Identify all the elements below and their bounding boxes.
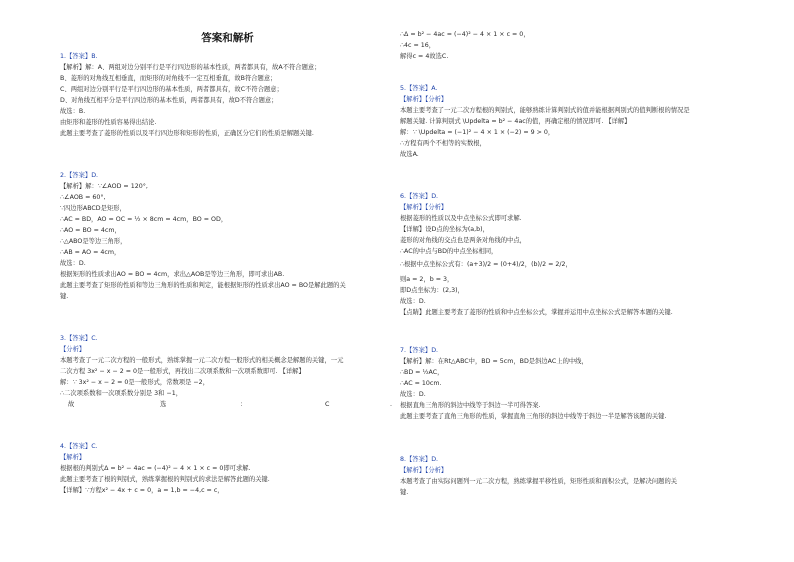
answer-heading: 4.【答案】C. — [60, 443, 98, 450]
text-line: 本题考查了一元二次方程的一般形式，熟练掌握一元二次方程一般形式的相关概念是解题的关键，一元 — [60, 357, 344, 364]
text-line: 此题主要考查了直角三角形的性质，掌握直角三角形的斜边中线等于斜边一半是解答该题的关键. — [400, 413, 667, 420]
answer-heading: 【解析】【分析】 — [400, 204, 448, 211]
text-line: ∵四边形ABCD是矩形， — [60, 205, 126, 212]
text-line: ∴AB = AO = 4cm， — [60, 249, 121, 256]
text-line: 【解析】解：在Rt△ABC中，BD = 5cm，BD是斜边AC上的中线， — [400, 358, 588, 365]
text-line: 本题主要考查了一元二次方程根的判别式，能够熟练计算判别式的值并能根据判别式的值判断根的情况是 — [400, 107, 690, 114]
answer-heading: 1.【答案】B. — [60, 53, 98, 60]
text-line: ∴Δ = b² − 4ac = (−4)² − 4 × 1 × c = 0， — [400, 31, 530, 38]
text-line: 【详解】∵方程x² − 4x + c = 0，a = 1,b = −4,c = c， — [60, 487, 224, 494]
text-line: 此题主要考查了矩形的性质和等边三角形的性质和判定，能根据矩形的性质求出AO = BO是解此题的关 — [60, 282, 346, 289]
text-line: 二次方程 3x² − x − 2 = 0是一般形式，再找出二次项系数和一次项系数即可. 【详解】 — [60, 368, 305, 375]
text-line: 故选：D. — [400, 391, 426, 398]
justified-word: . — [390, 401, 393, 408]
document-title: 答案和解析 — [201, 32, 254, 44]
text-line: 故选A. — [400, 151, 419, 158]
text-line: ∴△ABO是等边三角形， — [60, 238, 127, 245]
justified-word: C — [325, 401, 330, 408]
answer-heading: 5.【答案】A. — [400, 85, 438, 92]
text-line: 根据根的判别式Δ = b² − 4ac = (−4)² − 4 × 1 × c = 0即可求解. — [60, 465, 251, 472]
text-line: 根据矩形的性质求出AO = BO = 4cm，求出△AOB是等边三角形，即可求出AB. — [60, 271, 285, 278]
text-line: 解得c = 4故选C. — [400, 53, 449, 60]
text-line: C、两组对边分别平行是平行四边形的基本性质，两者都具有，故C不符合题意； — [60, 86, 283, 93]
text-line: 键. — [400, 489, 409, 496]
answer-heading: 【分析】 — [60, 346, 86, 353]
text-line: ∴AC = 10cm. — [400, 380, 442, 387]
text-line: 故选：D. — [400, 298, 426, 305]
text-line: ∴∠AOB = 60°, — [60, 194, 106, 201]
text-line: 【解析】解：∵∠AOD = 120°, — [60, 183, 148, 190]
justified-word: 选 — [160, 401, 167, 408]
text-line: ∴根据中点坐标公式有：(a+3)/2 = (0+4)/2，(b)/2 = 2/2， — [400, 261, 572, 268]
text-line: ∴4c = 16， — [400, 42, 436, 49]
text-line: ∴AC = BD，AO = OC = ½ × 8cm = 4cm，BO = OD， — [60, 216, 228, 223]
text-line: 【点睛】此题主要考查了菱形的性质和中点坐标公式，掌握并运用中点坐标公式是解答本题的关键. — [400, 309, 673, 316]
text-line: ∴方程有两个不相等的实数根， — [400, 140, 486, 147]
text-line: 本题考查了由实际问题列一元二次方程，熟练掌握平移性质，矩形性质和面积公式，是解决问题的关 — [400, 478, 678, 485]
text-line: 故选：B. — [60, 108, 86, 115]
text-line: 此题主要考查了根的判别式，熟练掌握根的判别式的求法是解答此题的关键. — [60, 476, 270, 483]
answer-heading: 【解析】【分析】 — [400, 96, 448, 103]
answer-heading: 2.【答案】D. — [60, 172, 99, 179]
text-line: 【详解】设D点的坐标为(a,b)， — [400, 226, 489, 233]
text-line: 菱形的对角线的交点也是两条对角线的中点， — [400, 237, 526, 244]
text-line: 根据直角三角形的斜边中线等于斜边一半可得答案. — [400, 402, 541, 409]
text-line: ∴二次项系数和一次项系数分别是 3和 −1， — [60, 390, 183, 397]
text-line: B、菱形的对角线互相垂直，而矩形的对角线不一定互相垂直，故B符合题意； — [60, 75, 277, 82]
text-line: 故选：D. — [60, 260, 86, 267]
text-line: 【解析】解：A、两组对边分别平行是平行四边形的基本性质，两者都具有，故A不符合题意； — [60, 64, 321, 71]
text-line: ∴AO = BO = 4cm， — [60, 227, 121, 234]
justified-word: ： — [240, 401, 247, 408]
text-line: 解：∵ 3x² − x − 2 = 0是一般形式，常数项是 −2， — [60, 379, 209, 386]
text-line: 解：∵ \Updelta = (−1)² − 4 × 1 × (−2) = 9 > 0， — [400, 129, 555, 136]
text-line: 根据菱形的性质以及中点坐标公式即可求解. — [400, 215, 522, 222]
text-line: 即D点坐标为：(2,3)， — [400, 287, 464, 294]
answer-heading: 6.【答案】D. — [400, 193, 439, 200]
answer-heading: 3.【答案】C. — [60, 335, 98, 342]
text-line: ∴AC的中点与BD的中点坐标相同， — [400, 248, 498, 255]
answer-heading: 【解析】 — [60, 454, 86, 461]
text-line: 此题主要考查了菱形的性质以及平行四边形和矩形的性质，正确区分它们的性质是解题关键. — [60, 130, 314, 137]
text-line: 键. — [60, 293, 69, 300]
answer-heading: 【解析】【分析】 — [400, 467, 448, 474]
text-line: D、对角线互相平分是平行四边形的基本性质，两者都具有，故D不符合题意； — [60, 97, 278, 104]
text-line: 由矩形和菱形的性质容易得出结论. — [60, 119, 157, 126]
text-line: 则a = 2，b = 3， — [400, 276, 454, 283]
justified-word: 故 — [68, 401, 75, 408]
text-line: 解题关键. 计算判别式 \Updelta = b² − 4ac的值，再确定根的情况即可. 【详解】 — [400, 118, 631, 125]
answer-heading: 8.【答案】D. — [400, 456, 439, 463]
answer-heading: 7.【答案】D. — [400, 347, 439, 354]
text-line: ∴BD = ½AC， — [400, 369, 444, 376]
